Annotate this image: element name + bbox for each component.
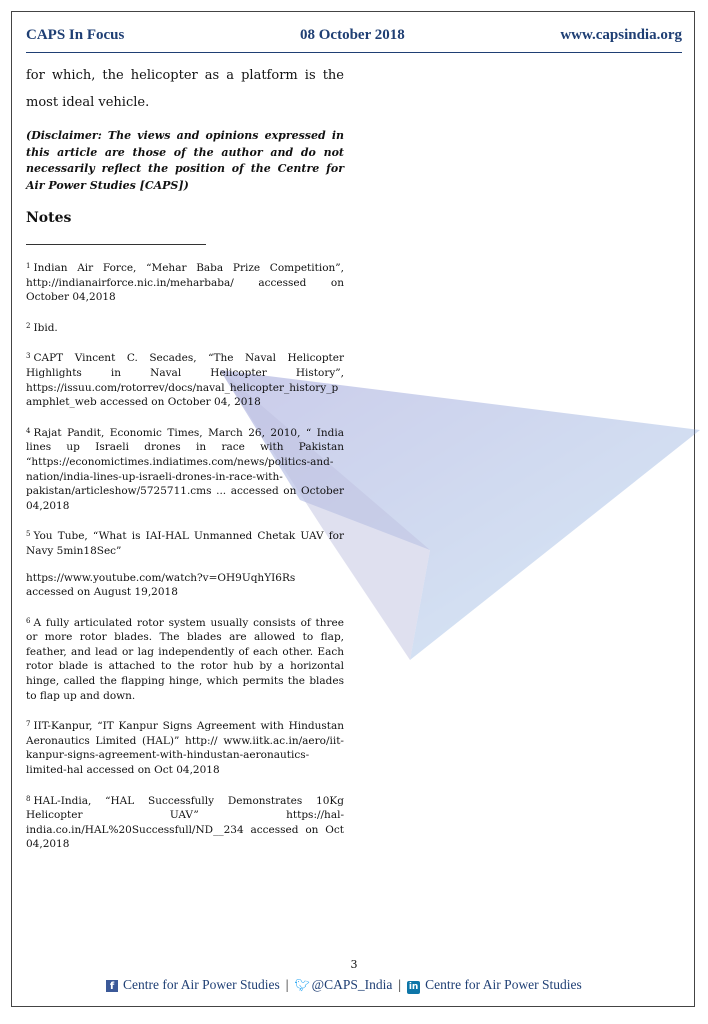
footnote-number: 3 (26, 352, 31, 361)
footnote-3 (26, 349, 344, 409)
facebook-icon: f (106, 980, 118, 992)
footnote-5 (26, 527, 344, 558)
footnote-text: IIT-Kanpur, “IT Kanpur Signs Agreement with Hindustan Aeronautics Limited (HAL)” http:// www.iitk.ac.in/aero/iit-kanpur-signs-agreement-with-hindustan-aeronautics-limited-hal accessed on Oct 04,2018 (26, 720, 344, 777)
footnote-7 (26, 717, 344, 777)
footer-separator: | (285, 977, 289, 992)
twitter-link[interactable] (294, 977, 392, 992)
footnote-text: Rajat Pandit, Economic Times, March 26, 2010, “ India lines up Israeli drones in race with Pakistan “https://economictimes.indiatimes.com/news/politics-and-nation/india-lines-up-israeli-drones-in-race-with-pakistan/articleshow/5725711.cms ... accessed on October 04,2018 (26, 426, 344, 512)
facebook-link[interactable] (106, 977, 280, 992)
footnote-8 (26, 792, 344, 852)
header-publication: CAPS In Focus (26, 27, 125, 43)
content-column (26, 62, 344, 852)
footnote-number: 5 (26, 530, 31, 539)
footnotes-list (26, 259, 344, 852)
facebook-label: Centre for Air Power Studies (123, 977, 280, 992)
footnote-number: 6 (26, 616, 31, 625)
intro-paragraph: for which, the helicopter as a platform is the most ideal vehicle. (26, 68, 344, 110)
footer-social-links (106, 977, 582, 994)
twitter-label: @CAPS_India (311, 977, 393, 992)
footnote-number: 4 (26, 426, 31, 435)
twitter-bird-icon: 🐦︎ (294, 978, 310, 992)
header-website[interactable]: www.capsindia.org (560, 27, 682, 43)
linkedin-label: Centre for Air Power Studies (425, 977, 582, 992)
linkedin-icon: in (408, 982, 419, 992)
footnote-number: 7 (26, 720, 31, 729)
disclaimer: (Disclaimer: The views and opinions expressed in this article are those of the author and do not necessarily reflect the position of the Centre for Air Power Studies [CAPS]) (26, 129, 344, 192)
page-header (26, 27, 682, 47)
notes-divider (26, 244, 206, 245)
footnote-text: Ibid. (33, 321, 58, 334)
footnote-4 (26, 424, 344, 514)
footnote-text: Indian Air Force, “Mehar Baba Prize Competition”, http://indianairforce.nic.in/meharbaba/ accessed on October 04,2018 (26, 262, 344, 304)
footnote-6 (26, 614, 344, 704)
footnote-2 (26, 319, 344, 336)
notes-heading: Notes (26, 210, 72, 226)
footnote-text: https://www.youtube.com/watch?v=OH9UqhYI6Rs accessed on August 19,2018 (26, 571, 296, 599)
linkedin-link[interactable] (407, 977, 582, 992)
header-date: 08 October 2018 (300, 27, 405, 43)
footnote-number: 2 (26, 321, 31, 330)
footnote-number: 1 (26, 262, 31, 270)
footnote-text: HAL-India, “HAL Successfully Demonstrates 10Kg Helicopter UAV” https://hal-india.co.in/HAL%20Successfull/ND__234 accessed on Oct 04,2018 (26, 794, 344, 851)
footnote-text: You Tube, “What is IAI-HAL Unmanned Chetak UAV for Navy 5min18Sec” (26, 530, 344, 557)
page-number: 3 (350, 958, 358, 971)
footnote-number: 8 (26, 794, 31, 803)
footer-separator: | (398, 977, 402, 992)
footnote-text: A fully articulated rotor system usually consists of three or more rotor blades. The blades are allowed to flap, feather, and lead or lag independently of each other. Each rotor blade is attached to the rotor hub by a horizontal hinge, called the flapping hinge, which permits the blades to flap up and down. (26, 616, 344, 702)
footnote-1 (26, 259, 344, 305)
header-divider (26, 52, 682, 53)
footnote-cont (26, 571, 344, 600)
footnote-text: CAPT Vincent C. Secades, “The Naval Helicopter Highlights in Naval Helicopter History”, https://issuu.com/rotorrev/docs/naval_helicopter_history_pamphlet_web accessed on October 04, 2018 (26, 352, 344, 409)
